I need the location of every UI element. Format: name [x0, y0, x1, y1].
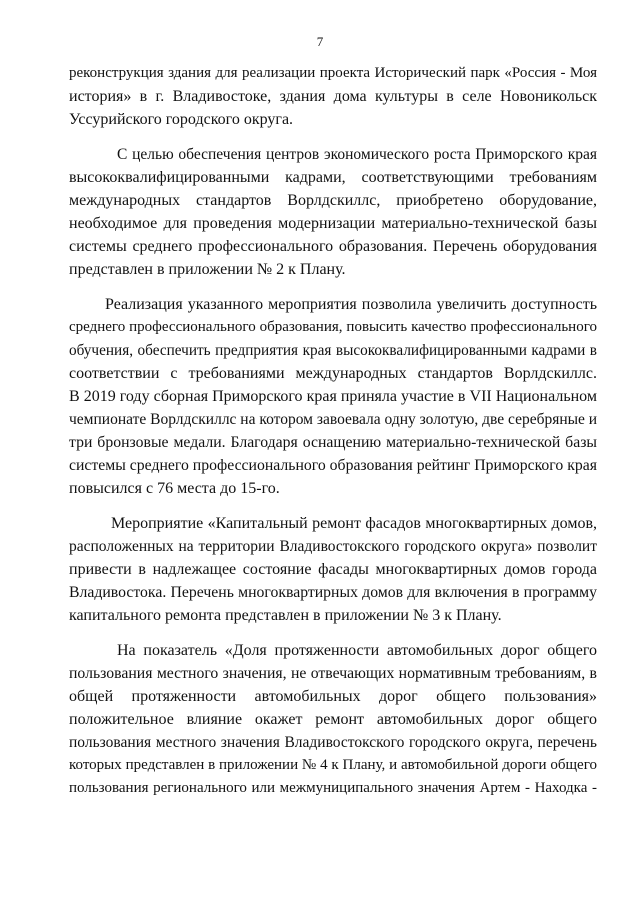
text-line: пользования местного значения, не отвечающих нормативным требованиям, в: [69, 665, 597, 682]
text-line: положительное влияние окажет ремонт автомобильных дорог общего: [69, 711, 597, 728]
text-line: обучения, обеспечить предприятия края высококвалифицированными кадрами в: [69, 342, 597, 359]
paragraph-gap: [69, 627, 597, 639]
paragraph: [69, 143, 597, 281]
text-line: международных стандартов Ворлдскиллс, приобретено оборудование,: [69, 192, 597, 209]
text-line: капитального ремонта представлен в приложении № 3 к Плану.: [69, 607, 502, 624]
text-line: привести в надлежащее состояние фасады многоквартирных домов города: [69, 561, 597, 578]
text-line: Владивостока. Перечень многоквартирных домов для включения в программу: [69, 584, 597, 601]
text-line: С целью обеспечения центров экономического роста Приморского края: [117, 146, 597, 163]
text-line: системы среднего профессионального образования. Перечень оборудования: [69, 238, 597, 255]
text-line: история» в г. Владивостоке, здания дома культуры в селе Новоникольск: [69, 88, 597, 105]
text-line: пользования регионального или межмуниципального значения Артем - Находка -: [69, 780, 597, 796]
text-line: В 2019 году сборная Приморского края приняла участие в VII Национальном: [69, 388, 597, 405]
text-line: системы среднего профессионального образования рейтинг Приморского края: [69, 457, 597, 474]
text-line: Уссурийского городского округа.: [69, 111, 294, 128]
text-line: реконструкция здания для реализации проекта Исторический парк «Россия - Моя: [69, 65, 597, 81]
text-line: высококвалифицированными кадрами, соответствующими требованиям: [69, 169, 597, 186]
text-line: представлен в приложении № 2 к Плану.: [69, 261, 346, 278]
paragraph-gap: [69, 500, 597, 512]
text-line: среднего профессионального образования, повысить качество профессионального: [69, 319, 597, 335]
text-line: соответствии с требованиями международных стандартов Ворлдскиллс.: [69, 365, 597, 382]
text-line: три бронзовые медали. Благодаря оснащению материально-технической базы: [69, 434, 597, 451]
text-line: Мероприятие «Капитальный ремонт фасадов многоквартирных домов,: [111, 515, 597, 532]
text-line: На показатель «Доля протяженности автомобильных дорог общего: [117, 642, 597, 659]
document-body: [69, 62, 597, 800]
text-line: общей протяженности автомобильных дорог общего пользования»: [69, 688, 597, 705]
paragraph: [69, 512, 597, 627]
text-line: Реализация указанного мероприятия позволила увеличить доступность: [105, 296, 597, 313]
page-number: 7: [316, 34, 324, 49]
text-line: которых представлен в приложении № 4 к Плану, и автомобильной дороги общего: [69, 757, 597, 773]
text-line: чемпионате Ворлдскиллс на котором завоевала одну золотую, две серебряные и: [69, 411, 598, 428]
paragraph-gap: [69, 281, 597, 293]
text-line: пользования местного значения Владивостокского городского округа, перечень: [69, 734, 597, 751]
paragraph: [69, 62, 597, 131]
text-line: повысился с 76 места до 15-го.: [69, 480, 280, 497]
paragraph: [69, 293, 597, 500]
text-line: расположенных на территории Владивостокского городского округа» позволит: [69, 538, 597, 555]
paragraph-gap: [69, 131, 597, 143]
text-line: необходимое для проведения модернизации материально-технической базы: [69, 215, 597, 232]
paragraph: [69, 639, 597, 800]
